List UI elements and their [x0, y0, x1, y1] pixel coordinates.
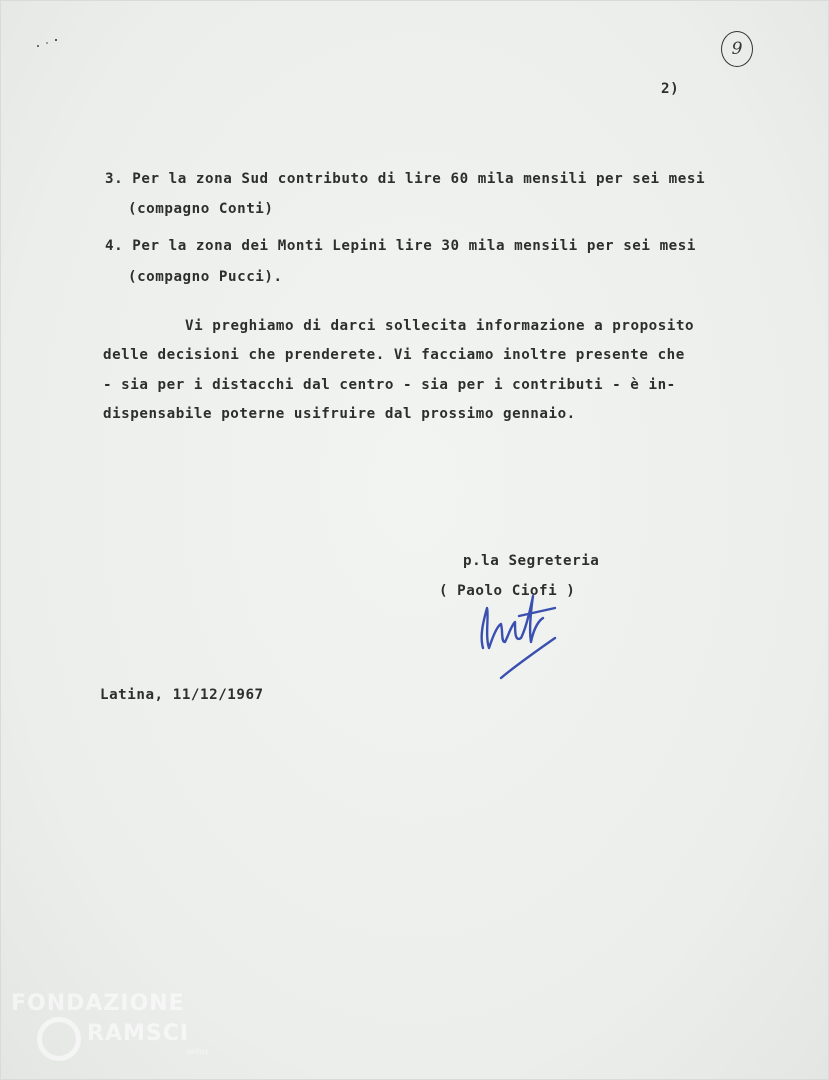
fondazione-gramsci-watermark — [11, 991, 221, 1071]
paragraph-line: delle decisioni che prenderete. Vi facciamo inoltre presente che — [103, 347, 685, 363]
ink-specks — [35, 37, 59, 49]
watermark-onlus: onlus — [187, 1047, 209, 1056]
watermark-line1: FONDAZIONE — [11, 991, 185, 1016]
signature-role: p.la Segreteria — [463, 553, 600, 569]
list-item-3: 3. Per la zona Sud contributo di lire 60 mila mensili per sei mesi — [105, 171, 706, 187]
watermark-g-icon — [37, 1017, 81, 1061]
paragraph-line: - sia per i distacchi dal centro - sia per i contributi - è in- — [103, 377, 676, 393]
place-date: Latina, 11/12/1967 — [100, 687, 264, 703]
list-item-3-continuation: (compagno Conti) — [128, 201, 274, 217]
page-number: 2) — [661, 81, 680, 97]
paragraph-line: dispensabile poterne usifruire dal prossimo gennaio. — [103, 406, 576, 422]
handwritten-signature — [471, 586, 571, 686]
list-item-4: 4. Per la zona dei Monti Lepini lire 30 mila mensili per sei mesi — [105, 238, 696, 254]
paragraph-line: Vi preghiamo di darci sollecita informazione a proposito — [185, 318, 695, 334]
watermark-line2: RAMSCI — [87, 1021, 190, 1046]
archive-number-circle: 9 — [721, 31, 753, 67]
signature-name: ( Paolo Ciofi ) — [439, 583, 576, 599]
list-item-4-continuation: (compagno Pucci). — [128, 269, 283, 285]
